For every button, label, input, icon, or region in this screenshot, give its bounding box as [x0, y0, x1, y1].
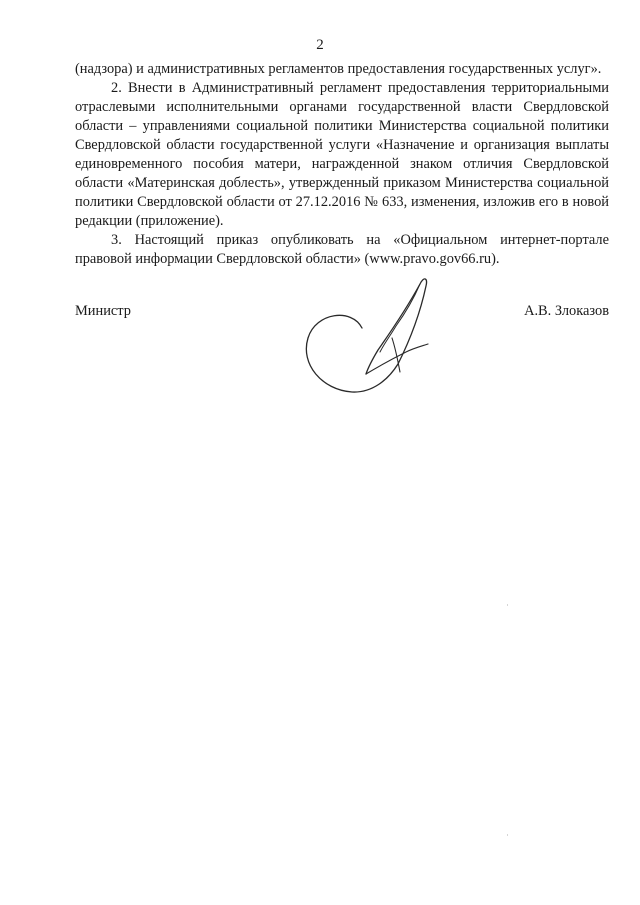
- signatory-title: Министр: [75, 303, 131, 319]
- page-number: 2: [316, 37, 324, 53]
- paragraph-item-2: 2. Внести в Административный регламент предоставления территориальными отраслевыми исполнительными органами государственной власти Свердловской области – управлениями социальной политики Министерства социальной политики Свердловской области государственной услуги «Назначение и организация выплаты единовременного пособия матери, награжденной знаком отличия Свердловской области «Материнская доблесть», утвержденный приказом Министерства социальной политики Свердловской области от 27.12.2016 № 633, изменения, изложив его в новой редакции (приложение).: [75, 80, 609, 229]
- paragraph-item-3: 3. Настоящий приказ опубликовать на «Официальном интернет-портале правовой информации Свердловской области» (www.pravo.gov66.ru).: [75, 232, 609, 267]
- signatory-name: А.В. Злоказов: [524, 303, 609, 319]
- document-body: [75, 60, 609, 269]
- scan-speck: [507, 834, 508, 836]
- handwritten-signature-icon: [296, 268, 446, 408]
- paragraph-continuation: (надзора) и административных регламентов предоставления государственных услуг».: [75, 61, 602, 77]
- scan-speck: [507, 604, 508, 606]
